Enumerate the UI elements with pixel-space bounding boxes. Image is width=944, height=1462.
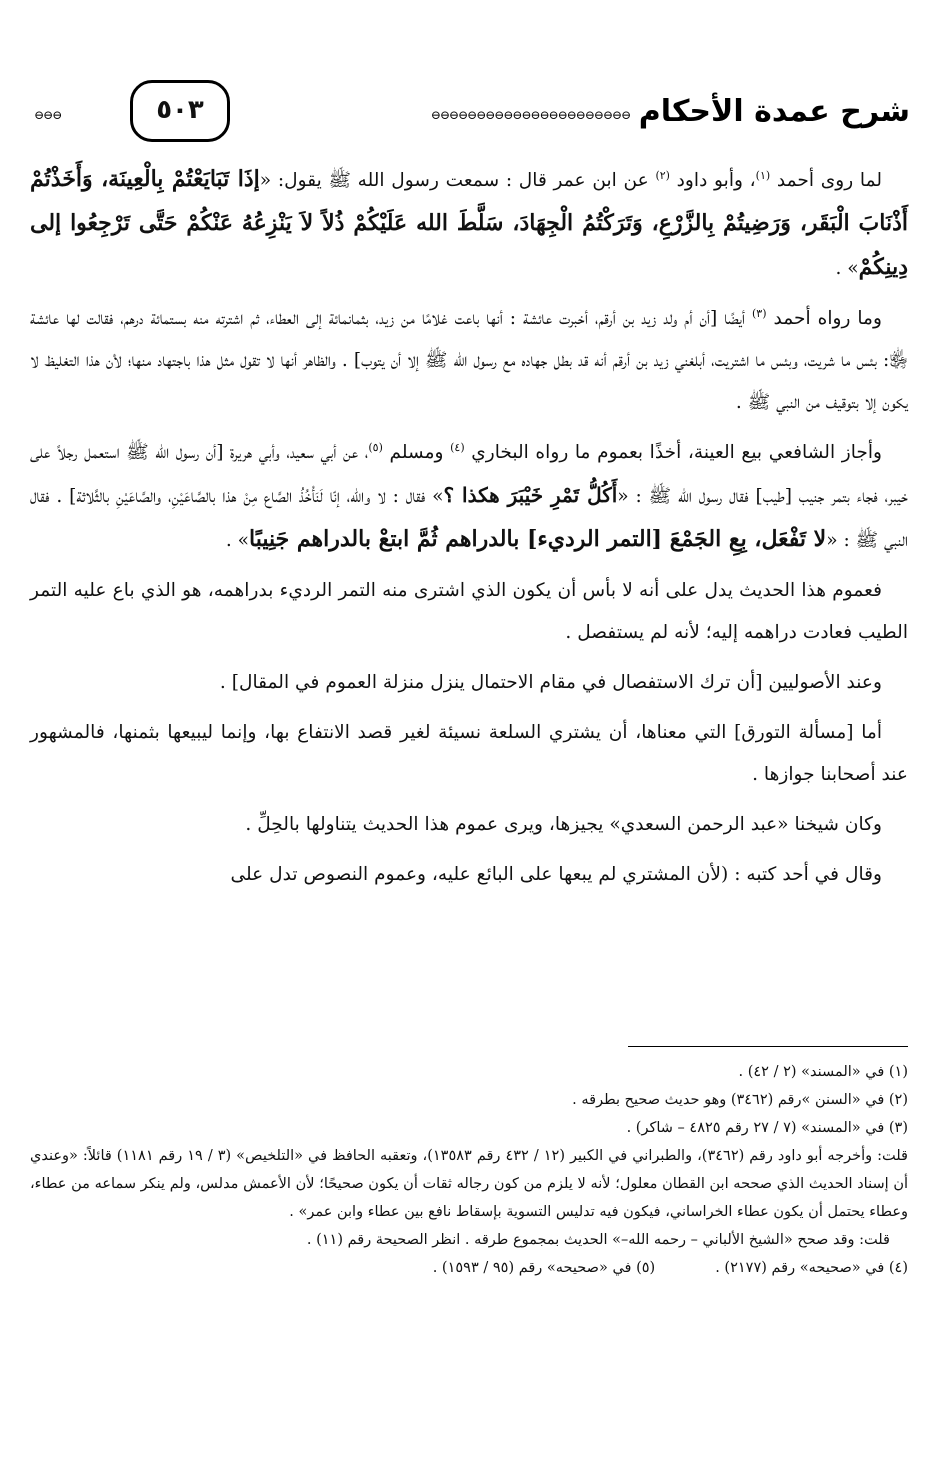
footnotes: [30, 1058, 908, 1282]
footnote-row: [30, 1254, 908, 1282]
hadith-quote: إذَا تَبَايَعْتُمْ بِالْعِينَة، وَأَخَذْتُمْ أَذْنَابَ الْبَقَر، وَرَضِيتُمْ بِالزَّرْعِ، وَتَرَكْتُمُ الْجِهَادَ، سَلَّطَ الله عَلَيْكُمْ ذُلاً لاَ يَنْزِعُهُ عَنْكُمْ حَتَّى تَرْجِعُوا إلى دِينِكُمْ: [30, 166, 908, 280]
footnote-ref-4[interactable]: (٤): [450, 440, 465, 454]
footnote-3-note: قلت: وأخرجه أبو داود رقم (٣٤٦٢)، والطبراني في الكبير (١٢ / ٤٣٢ رقم ١٣٥٨٣)، وتعقبه الحافظ في «التلخيص» (٣ / ١٩ رقم ١١٨١) قائلاً: «وعندي أن إسناد الحديث الذي صححه ابن القطان معلول؛ لأنه لا يلزم من كون رجاله ثقات أن يكون صحيحًا؛ لأن الأعمش مدلس، ولم ينكر سماعه من عطاء، وعطاء يحتمل أن يكون عطاء الخراساني، فيكون فيه تدليس التسوية بإسقاط نافع بين عطاء وابن عمر» .: [30, 1148, 908, 1220]
footnote-4: (٤) في «صحيحه» رقم (٢١٧٧) .: [715, 1260, 908, 1276]
footnote-ref-5[interactable]: (٥): [368, 440, 383, 454]
paragraph-4: فعموم هذا الحديث يدل على أنه لا بأس أن يكون الذي اشترى منه التمر الرديء بدراهمه، هو الذي باع عليه التمر الطيب فعادت دراهمه إليه؛ لأنه لم يستفصل .: [30, 580, 908, 643]
paragraph-3: وأجاز الشافعي بيع العينة، أخذًا بعموم ما رواه البخاري $^{(٤)}$ ومسلم $^{(٥)}$، عن أبي سعيد، وأبي هريرة [أن رسول الله ﷺ استعمل رجلاً على خيبر، فجاء بتمر جنيب [طيب] فقال رسول الله ﷺ : «أَكُلُّ تَمْرِ خَيْبَرَ هكذا ؟» فقال : لا والله، إنّا لَنَأْخُذُ الصَّاع مِنْ هذا بالصَّاعَيْنِ، والصَّاعَيْنِ بالثَّلاثة] . فقال النبي ﷺ : «لا تَفْعَل، بِعِ الجَمْعَ [التمر الرديء] بالدراهم ثُمَّ ابتعْ بالدراهم جَنِيبًا» .: [30, 440, 908, 552]
footnote-ref-2[interactable]: (٢): [655, 168, 670, 182]
header-ornament-long: ⊖⊖⊖⊖⊖⊖⊖⊖⊖⊖⊖⊖⊖⊖⊖⊖⊖⊖⊖⊖⊖⊖: [430, 108, 630, 122]
footnote-ref-3[interactable]: (٣): [751, 306, 767, 320]
paragraph-5: وعند الأصوليين [أن ترك الاستفصال في مقام الاحتمال ينزل منزلة العموم في المقال] .: [219, 672, 882, 693]
main-text: [30, 158, 908, 904]
paragraph-6: أما [مسألة التورق] التي معناها، أن يشتري السلعة نسيئة لغير قصد الانتفاع بها، وإنما ليبيعها بثمنها، فالمشهور عند أصحابنا جوازها .: [30, 722, 908, 785]
footnote-3: (٣) في «المسند» (٧ / ٢٧ رقم ٤٨٢٥ – شاكر) .: [626, 1120, 908, 1136]
hadith-quote: لا تَفْعَل، بِعِ الجَمْعَ [التمر الرديء] بالدراهم ثُمَّ ابتعْ بالدراهم جَنِيبًا: [249, 526, 827, 552]
paragraph-7: وكان شيخنا «عبد الرحمن السعدي» يجيزها، ويرى عموم هذا الحديث يتناولها بالحِلِّ .: [245, 814, 882, 835]
footnote-divider: [628, 1046, 908, 1047]
paragraph-8: وقال في أحد كتبه : (لأن المشتري لم يبعها على البائع عليه، وعموم النصوص تدل على: [230, 864, 882, 885]
paragraph-1: لما روى أحمد $^{(١)}$، وأبو داود $^{(٢)}$ عن ابن عمر قال : سمعت رسول الله ﷺ يقول: «إذَا تَبَايَعْتُمْ بِالْعِينَة، وَأَخَذْتُمْ أَذْنَابَ الْبَقَر، وَرَضِيتُمْ بِالزَّرْعِ، وَتَرَكْتُمُ الْجِهَادَ، سَلَّطَ الله عَلَيْكُمْ ذُلاً لاَ يَنْزِعُهُ عَنْكُمْ حَتَّى تَرْجِعُوا إلى دِينِكُمْ» .: [30, 166, 908, 280]
header-ornament-short: ⊖⊖⊖: [34, 108, 62, 122]
footnote-ref-1[interactable]: (١): [755, 168, 771, 182]
footnote-2: (٢) في «السنن »رقم (٣٤٦٢) وهو حديث صحيح بطرقه .: [572, 1092, 908, 1108]
page-number: ٥٠٣: [130, 80, 230, 142]
footnote-3-note-2: قلت: وقد صحح «الشيخ الألباني – رحمه الله–» الحديث بمجموع طرقه . انظر الصحيحة رقم (١١) .: [306, 1232, 890, 1248]
paragraph-2: وما رواه أحمد $^{(٣)}$ أيضًا [أن أم ولد زيد بن أرقم، أخبرت عائشة : أنها باعت غلامًا من زيد، بثمانمائة إلى العطاء، ثم اشترته منه بستمائة درهم، فقالت لها عائشة ﵂: بئس ما شريت، وبئس ما اشتريت، أبلغني زيد بن أرقم أنه قد بطل جهاده مع رسول الله ﷺ إلا أن يتوب] . والظاهر أنها لا تقول مثل هذا باجتهاد منها؛ لأن هذا التغليظ لا يكون إلا بتوقيف من النبي ﷺ .: [30, 306, 908, 413]
footnote-5: (٥) في «صحيحه» رقم (٩٥ / ١٥٩٣) .: [432, 1260, 656, 1276]
footnote-1: (١) في «المسند» (٢ / ٤٢) .: [738, 1064, 908, 1080]
book-title: شرح عمدة الأحكام: [638, 94, 910, 129]
hadith-quote: أَكُلُّ تَمْرِ خَيْبَرَ هكذا ؟: [443, 483, 618, 507]
page-header: [34, 80, 910, 158]
